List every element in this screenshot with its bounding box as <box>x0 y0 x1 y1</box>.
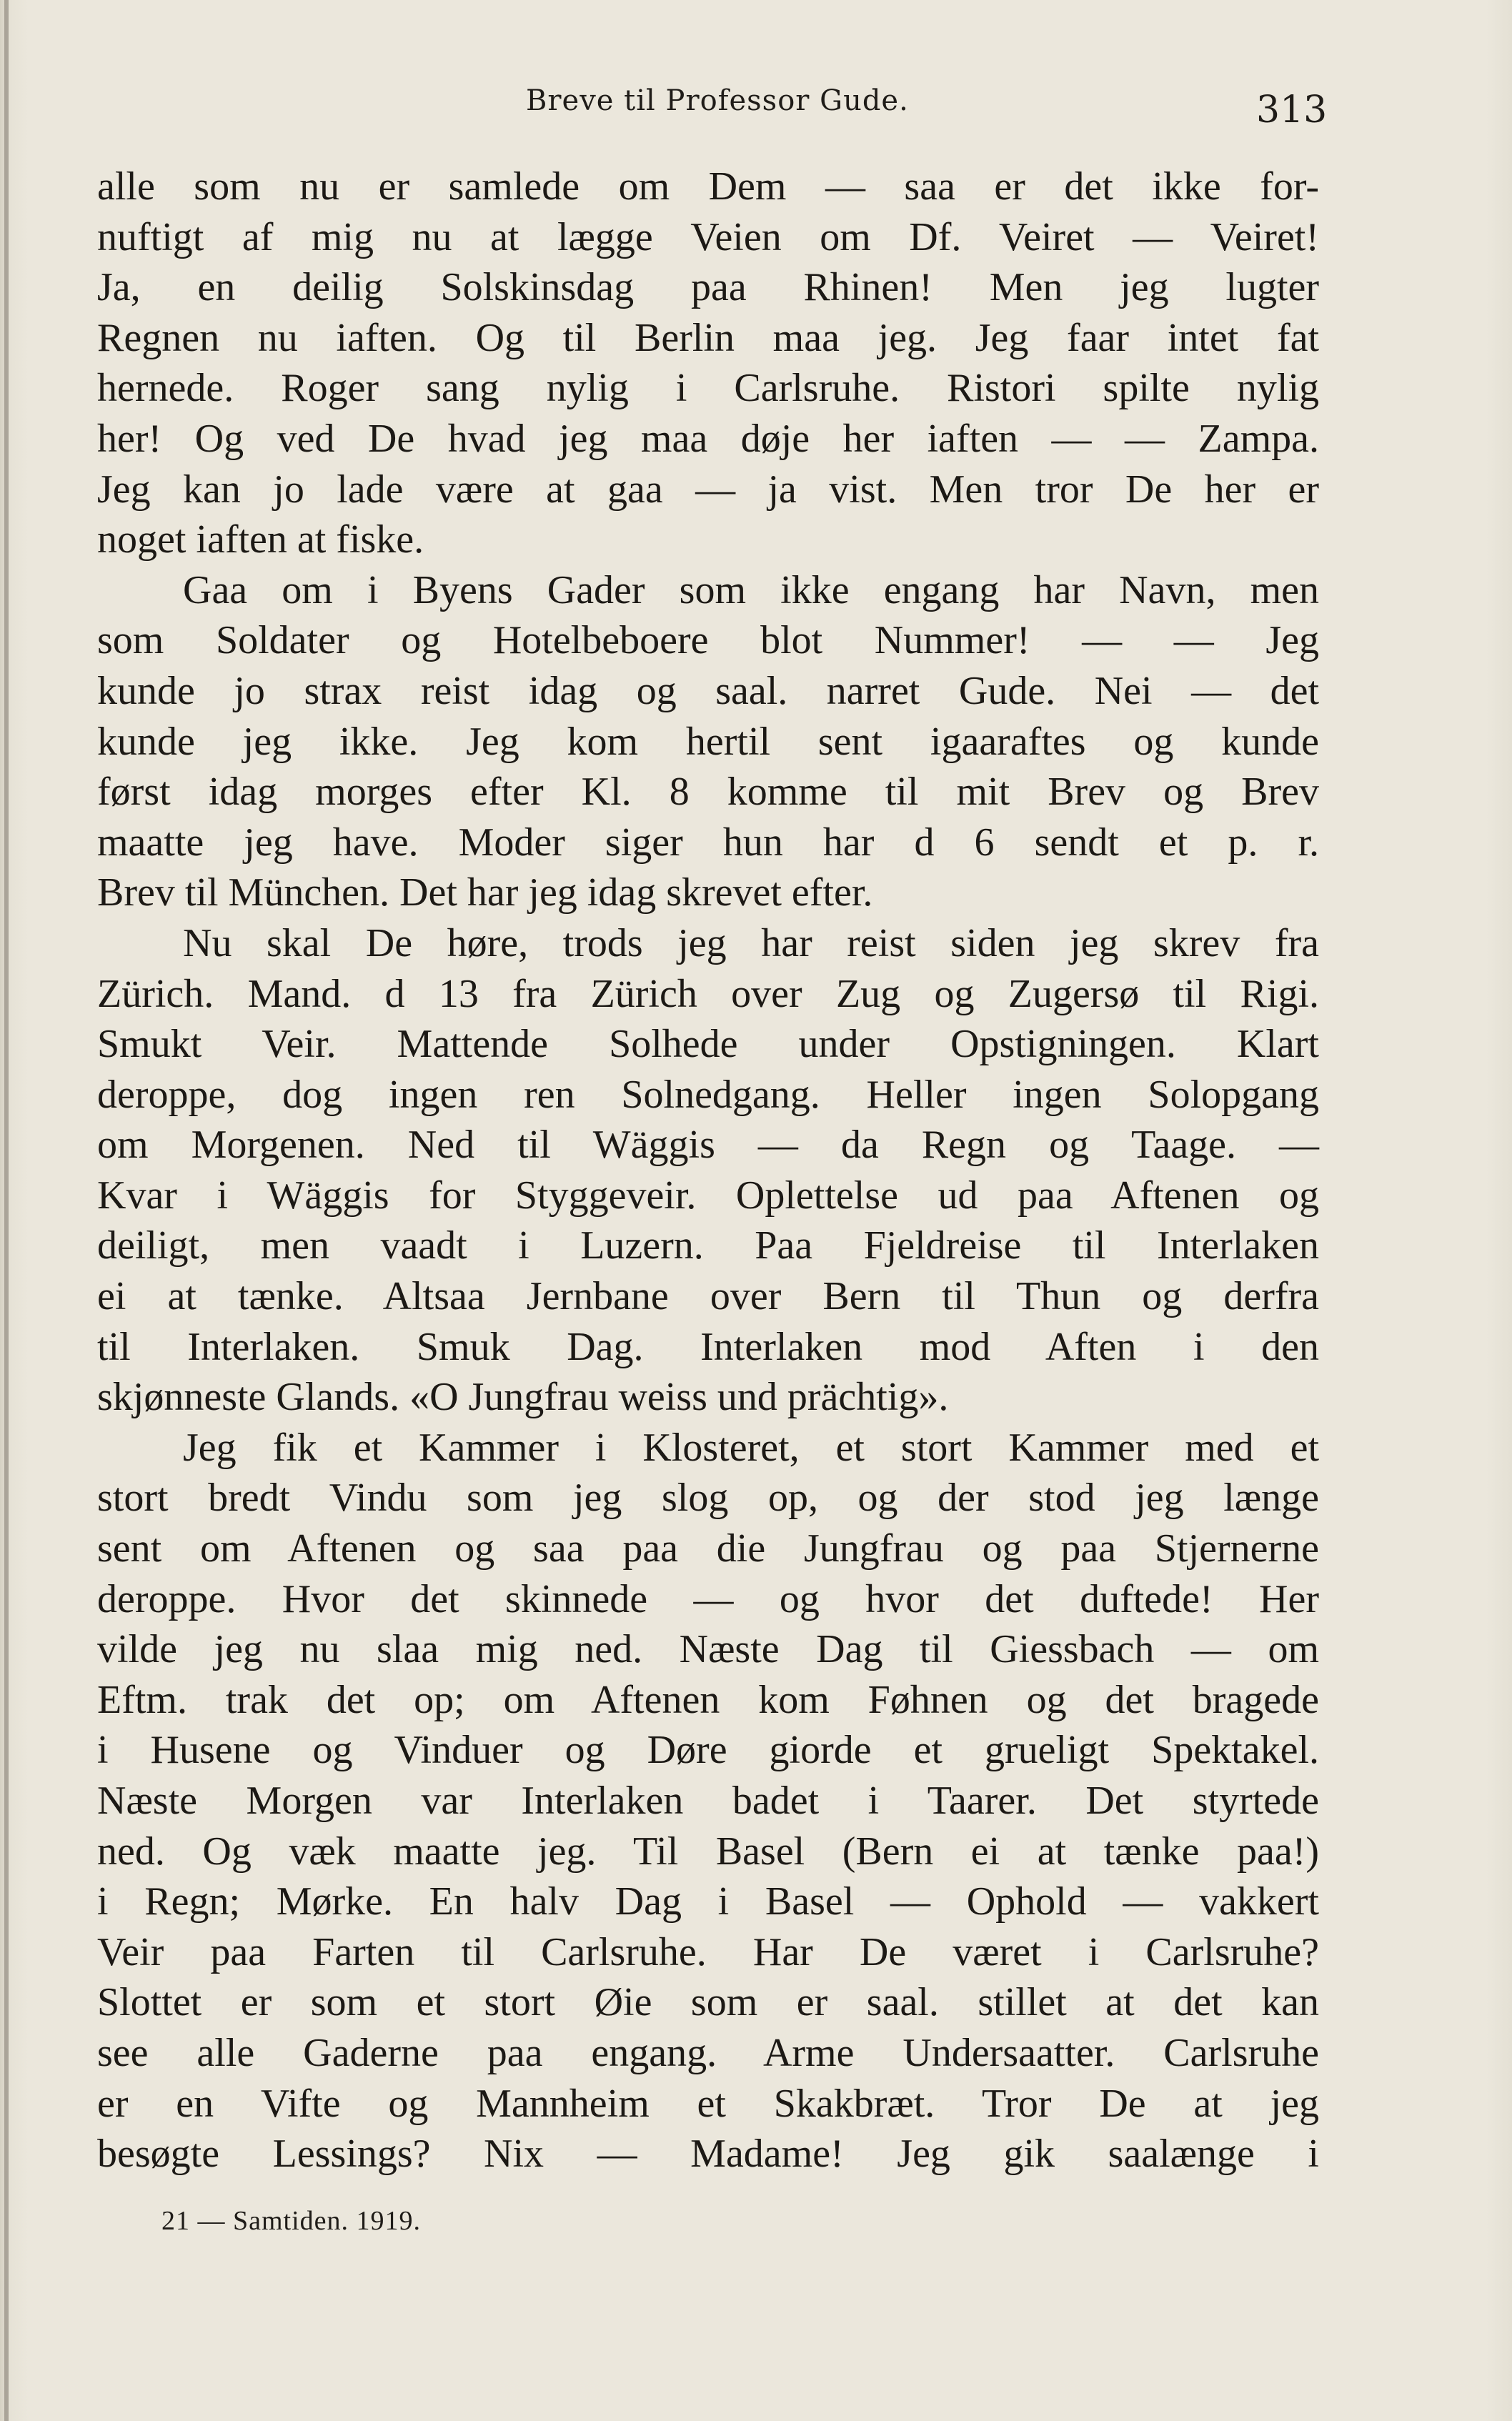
body-text <box>97 161 1319 2179</box>
text-line: skjønneste Glands. «O Jungfrau weiss und prächtig». <box>97 1375 949 1420</box>
text-line: her! Og ved De hvad jeg maa døje her iaften — — Zampa. <box>97 416 1319 461</box>
text-line: i Husene og Vinduer og Døre giorde et grueligt Spektakel. <box>97 1728 1319 1773</box>
text-line: Smukt Veir. Mattende Solhede under Opstigningen. Klart <box>97 1022 1319 1067</box>
text-line: er en Vifte og Mannheim et Skakbræt. Tror De at jeg <box>97 2081 1319 2126</box>
text-line: først idag morges efter Kl. 8 komme til mit Brev og Brev <box>97 770 1319 815</box>
text-line: Næste Morgen var Interlaken badet i Taarer. Det styrtede <box>97 1779 1319 1823</box>
text-line: maatte jeg have. Moder siger hun har d 6 sendt et p. r. <box>97 820 1319 865</box>
text-line: Jeg fik et Kammer i Klosteret, et stort Kammer med et <box>183 1425 1319 1470</box>
text-line: Jeg kan jo lade være at gaa — ja vist. Men tror De her er <box>97 467 1319 512</box>
page-number: 313 <box>1256 89 1328 131</box>
text-line: Regnen nu iaften. Og til Berlin maa jeg. Jeg faar intet fat <box>97 315 1319 360</box>
text-line: Nu skal De høre, trods jeg har reist siden jeg skrev fra <box>183 920 1319 965</box>
text-line: kunde jeg ikke. Jeg kom hertil sent igaaraftes og kunde <box>97 719 1319 764</box>
text-line: deiligt, men vaadt i Luzern. Paa Fjeldreise til Interlaken <box>97 1223 1319 1268</box>
text-line: ned. Og væk maatte jeg. Til Basel (Bern ei at tænke paa!) <box>97 1829 1319 1874</box>
text-line: Slottet er som et stort Øie som er saal. stillet at det kan <box>97 1980 1319 2025</box>
text-line: see alle Gaderne paa engang. Arme Undersaatter. Carlsruhe <box>97 2030 1319 2075</box>
text-line: Brev til München. Det har jeg idag skrevet efter. <box>97 870 873 915</box>
text-line: Ja, en deilig Solskinsdag paa Rhinen! Men jeg lugter <box>97 265 1319 310</box>
text-line: om Morgenen. Ned til Wäggis — da Regn og Taage. — <box>97 1123 1319 1168</box>
text-line: hernede. Roger sang nylig i Carlsruhe. Ristori spilte nylig <box>97 366 1319 411</box>
running-head: Breve til Professor Gude. <box>526 84 909 117</box>
text-line: i Regn; Mørke. En halv Dag i Basel — Ophold — vakkert <box>97 1879 1319 1924</box>
text-line: noget iaften at fiske. <box>97 517 424 562</box>
text-line: stort bredt Vindu som jeg slog op, og der stod jeg længe <box>97 1476 1319 1521</box>
text-line: besøgte Lessings? Nix — Madame! Jeg gik saalænge i <box>97 2132 1319 2177</box>
text-line: Veir paa Farten til Carlsruhe. Har De været i Carlsruhe? <box>97 1929 1319 1974</box>
printer-signature: 21 — Samtiden. 1919. <box>161 2206 422 2236</box>
text-line: nuftigt af mig nu at lægge Veien om Df. Veiret — Veiret! <box>97 214 1319 259</box>
text-line: Eftm. trak det op; om Aftenen kom Føhnen og det bragede <box>97 1677 1319 1722</box>
text-line: sent om Aftenen og saa paa die Jungfrau og paa Stjernerne <box>97 1526 1319 1571</box>
text-line: som Soldater og Hotelbeboere blot Nummer! — — Jeg <box>97 618 1319 663</box>
text-line: Zürich. Mand. d 13 fra Zürich over Zug og Zugersø til Rigi. <box>97 971 1319 1016</box>
text-line: ei at tænke. Altsaa Jernbane over Bern til Thun og derfra <box>97 1274 1319 1319</box>
text-line: Kvar i Wäggis for Styggeveir. Oplettelse ud paa Aftenen og <box>97 1173 1319 1218</box>
page-spine-shadow <box>4 0 9 2421</box>
text-line: Gaa om i Byens Gader som ikke engang har Navn, men <box>183 567 1319 612</box>
text-line: deroppe. Hvor det skinnede — og hvor det duftede! Her <box>97 1576 1319 1621</box>
text-line: kunde jo strax reist idag og saal. narret Gude. Nei — det <box>97 668 1319 713</box>
text-line: til Interlaken. Smuk Dag. Interlaken mod Aften i den <box>97 1324 1319 1369</box>
text-line: alle som nu er samlede om Dem — saa er det ikke for- <box>97 164 1319 209</box>
text-line: deroppe, dog ingen ren Solnedgang. Heller ingen Solopgang <box>97 1072 1319 1117</box>
text-line: vilde jeg nu slaa mig ned. Næste Dag til Giessbach — om <box>97 1627 1319 1672</box>
